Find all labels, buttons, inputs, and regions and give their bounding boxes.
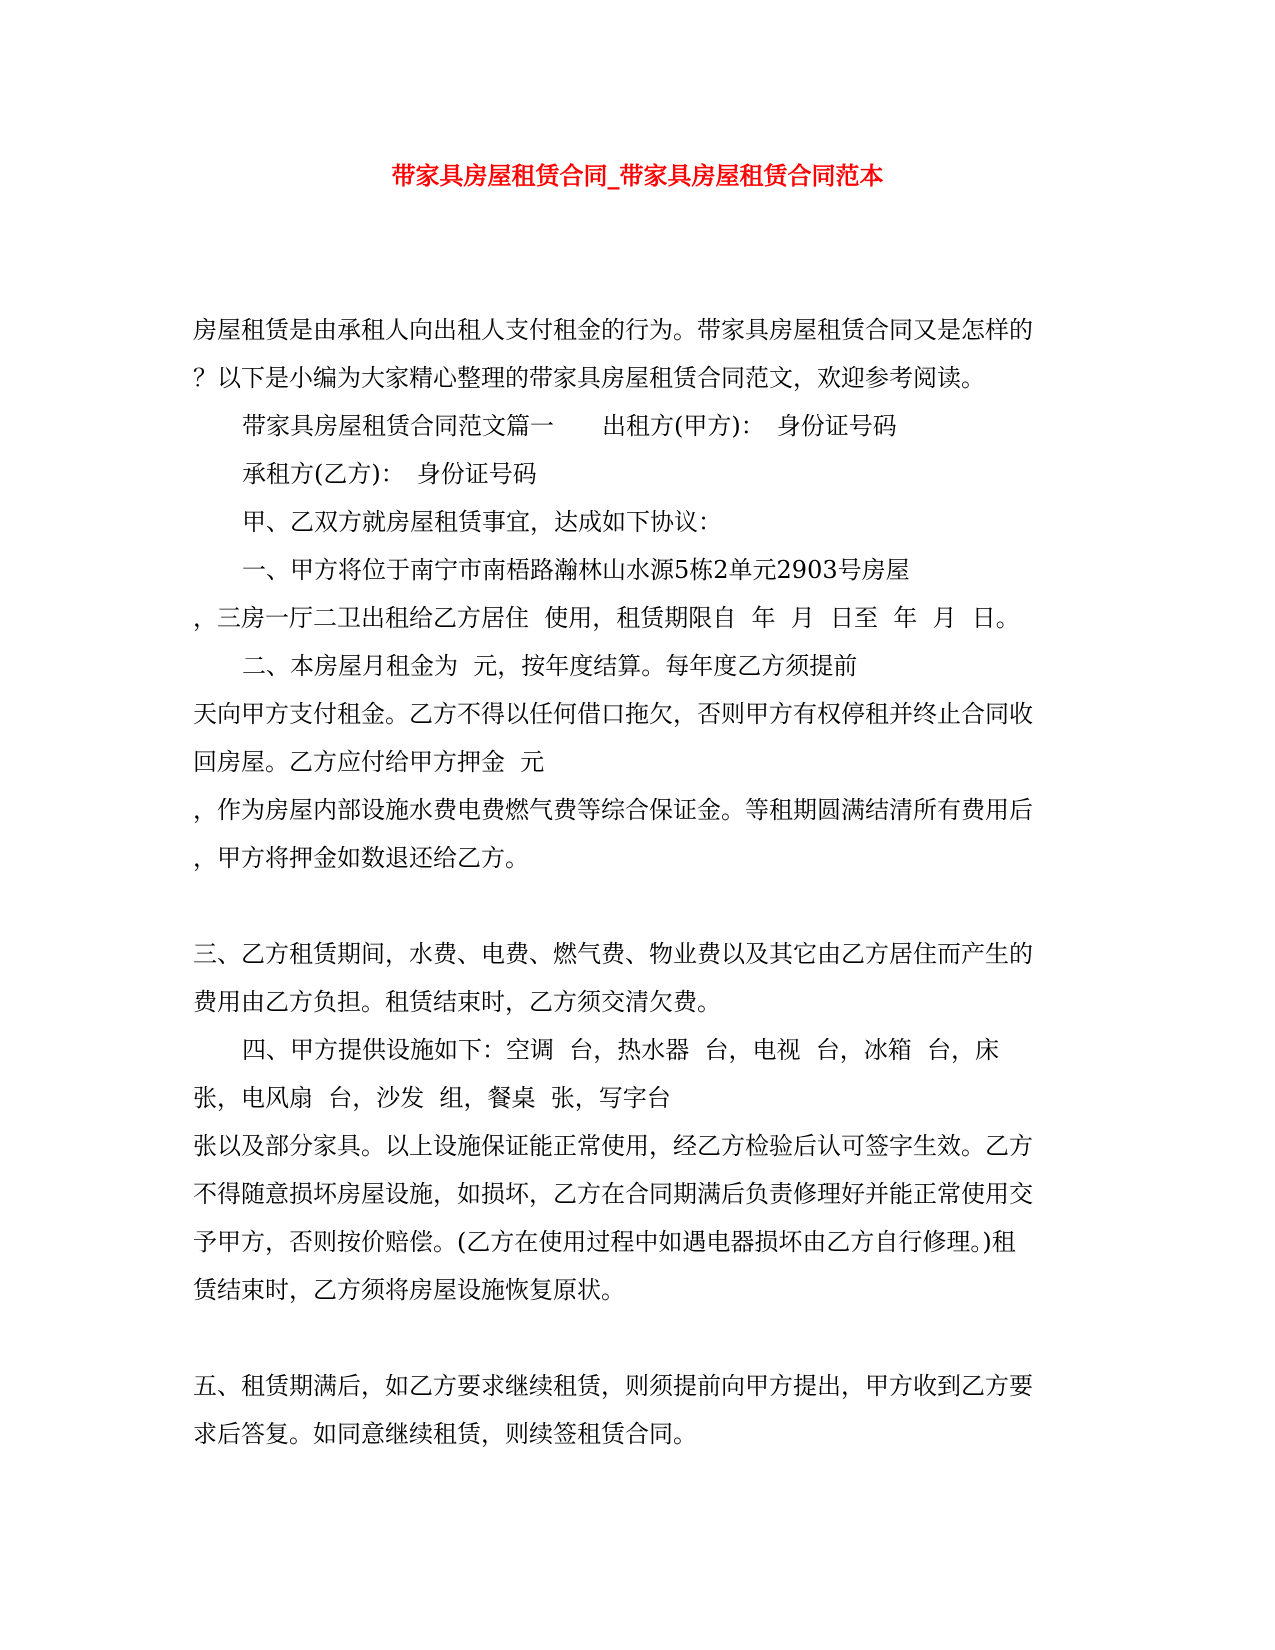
paragraph-line: 一、甲方将位于南宁市南梧路瀚林山水源5栋2单元2903号房屋 [242, 556, 910, 584]
paragraph-line: 甲、乙双方就房屋租赁事宜，达成如下协议： [242, 508, 722, 536]
paragraph-line: ，作为房屋内部设施水费电费燃气费等综合保证金。等租期圆满结清所有费用后 [193, 796, 1033, 824]
paragraph-gap [193, 1314, 1073, 1362]
paragraph-line: 三、乙方租赁期间，水费、电费、燃气费、物业费以及其它由乙方居住而产生的 [193, 940, 1033, 968]
paragraph-line: 赁结束时，乙方须将房屋设施恢复原状。 [193, 1276, 625, 1304]
paragraph-line: 房屋租赁是由承租人向出租人支付租金的行为。带家具房屋租赁合同又是怎样的 [193, 316, 1033, 344]
document-body [193, 306, 1073, 1458]
paragraph-line: 回房屋。乙方应付给甲方押金 元 [193, 748, 545, 776]
paragraph-line: 予甲方，否则按价赔偿。(乙方在使用过程中如遇电器损坏由乙方自行修理。)租 [193, 1228, 1016, 1256]
paragraph-line: 张，电风扇 台，沙发 组，餐桌 张，写字台 [193, 1084, 671, 1112]
paragraph-line: 五、租赁期满后，如乙方要求继续租赁，则须提前向甲方提出，甲方收到乙方要 [193, 1372, 1033, 1400]
paragraph-line: 张以及部分家具。以上设施保证能正常使用，经乙方检验后认可签字生效。乙方 [193, 1132, 1033, 1160]
paragraph-line: ，甲方将押金如数退还给乙方。 [193, 844, 529, 872]
paragraph-line: ？以下是小编为大家精心整理的带家具房屋租赁合同范文，欢迎参考阅读。 [193, 364, 985, 392]
paragraph-line: 求后答复。如同意继续租赁，则续签租赁合同。 [193, 1420, 697, 1448]
paragraph-line: 二、本房屋月租金为 元，按年度结算。每年度乙方须提前 [242, 652, 858, 680]
paragraph-gap [193, 882, 1073, 930]
paragraph-line: 不得随意损坏房屋设施，如损坏，乙方在合同期满后负责修理好并能正常使用交 [193, 1180, 1033, 1208]
document-title: 带家具房屋租赁合同_带家具房屋租赁合同范本 [391, 161, 884, 190]
paragraph-line: 四、甲方提供设施如下：空调 台，热水器 台，电视 台，冰箱 台，床 [242, 1036, 1000, 1064]
paragraph-line: 承租方(乙方)： 身份证号码 [242, 460, 537, 488]
paragraph-line: 带家具房屋租赁合同范文篇一 出租方(甲方)： 身份证号码 [242, 412, 897, 440]
paragraph-line: 天向甲方支付租金。乙方不得以任何借口拖欠，否则甲方有权停租并终止合同收 [193, 700, 1033, 728]
paragraph-line: 费用由乙方负担。租赁结束时，乙方须交清欠费。 [193, 988, 721, 1016]
paragraph-line: ，三房一厅二卫出租给乙方居住 使用，租赁期限自 年 月 日至 年 月 日。 [193, 604, 1020, 632]
